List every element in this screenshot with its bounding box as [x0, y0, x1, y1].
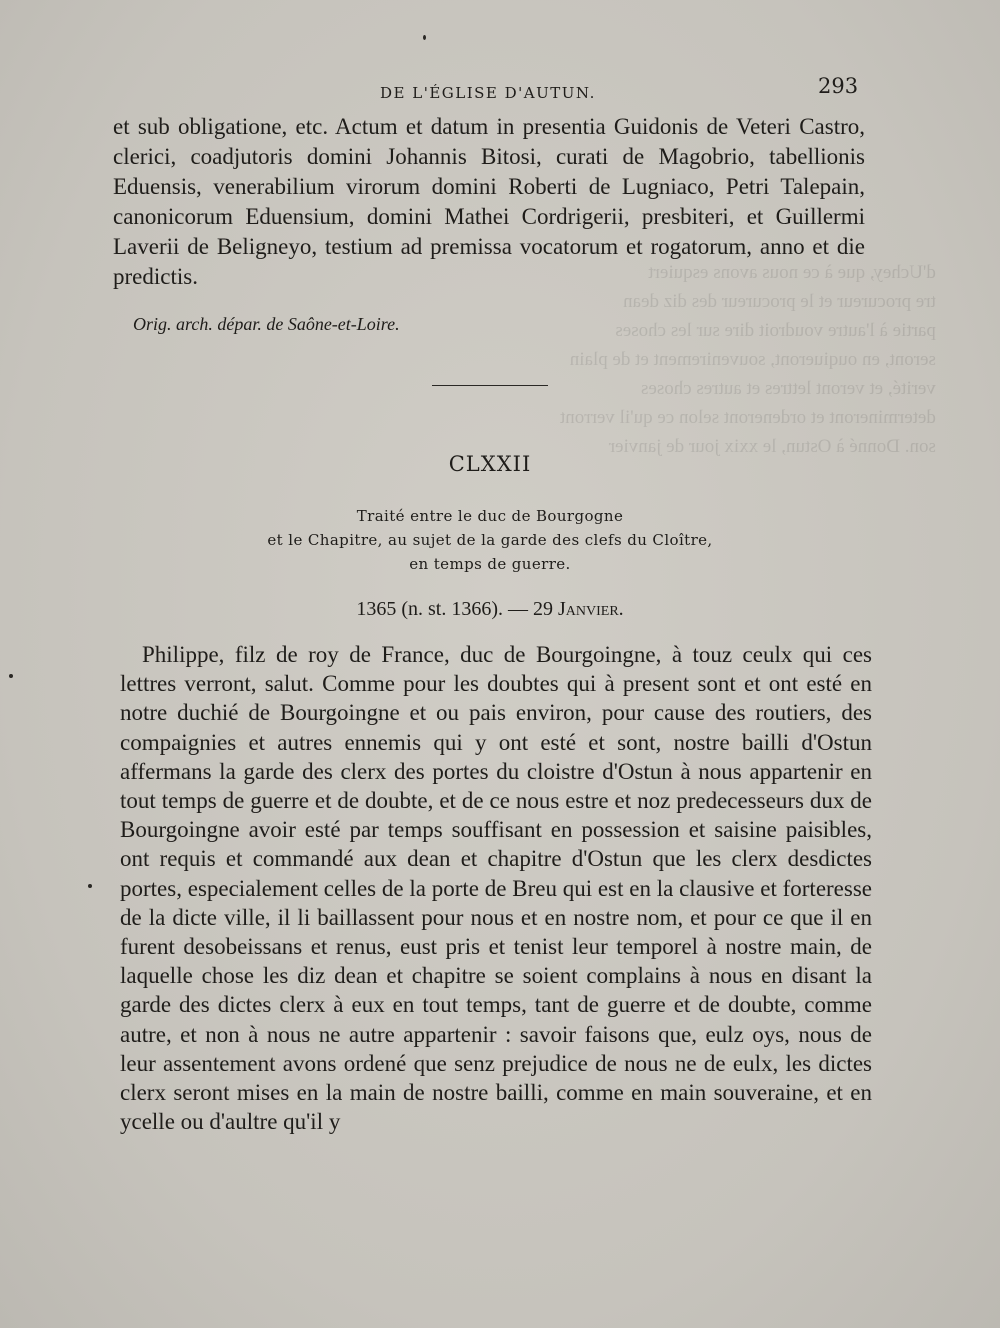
date-year: 1365 (n. st. 1366). — 29	[356, 598, 553, 620]
source-citation: Orig. arch. dépar. de Saône-et-Loire.	[133, 314, 400, 334]
section-divider	[432, 385, 548, 386]
title-line: et le Chapitre, au sujet de la garde des clefs du Cloître,	[267, 531, 713, 549]
ink-speck	[88, 884, 92, 888]
title-line: en temps de guerre.	[409, 555, 571, 573]
document-date	[0, 598, 980, 621]
document-body: Philippe, filz de roy de France, duc de Bourgoingne, à touz ceulx qui ces lettres verront, salut. Comme pour les doubtes qui à present sont et ont esté en notre duchié de Bourgoingne et ou pais environ, pour cause des routiers, des compaignies et autres ennemis qui y ont esté et sont, nostre bailli d'Ostun affermans la garde des clerx des portes du cloistre d'Ostun à nous appartenir en tout temps de guerre et de doubte, et de ce nous estre et noz predecesseurs dux de Bourgoingne avoir esté par temps souffisant en possession et saisine paisibles, ont requis et commandé aux dean et chapitre d'Ostun que les clerx desdictes portes, especialement celles de la porte de Breu qui est en la clausive et forteresse de la dicte ville, il li baillassent pour nous et en nostre nom, et pour ce que il en furent desobeissans et renus, eust pris et tenist leur temporel à nostre main, de laquelle chose les diz dean et chapitre se soient complains à nous en disant la garde des dictes clerx à eux en tout temps, tant de guerre et de doubte, comme autre, et non à nous ne autre appartenir : savoir faisons que, eulz oys, nous de leur assentement avons ordené que senz prejudice de nous ne de eulx, les dictes clerx seront mises en la main de nostre bailli, comme en main souveraine, et en ycelle ou d'aultre qu'il y	[120, 642, 872, 1135]
running-head: DE L'ÉGLISE D'AUTUN.	[380, 84, 596, 102]
continuation-paragraph: et sub obligatione, etc. Actum et datum in presentia Guidonis de Veteri Castro, clerici, coadjutoris domini Johannis Bitosi, curati de Magobrio, tabellionis Eduensis, venerabilium virorum domini Roberti de Lugniaco, Petri Talepain, canonicorum Eduensium, domini Mathei Cordrigerii, presbiteri, et Guillermi Laverii de Beligneyo, testium ad premissa vocatorum et rogatorum, anno et die predictis.	[113, 114, 865, 289]
document-number: CLXXII	[448, 452, 532, 476]
ink-speck	[423, 35, 426, 40]
title-line: Traité entre le duc de Bourgogne	[356, 507, 624, 525]
ink-speck	[9, 674, 13, 678]
date-month: Janvier.	[558, 598, 624, 620]
show-through: d'Uchey, que à ce nous avons esquiert tre procureur et le procureur des diz dean partie à l'autre voudroit dire sur les choses seront, en ouqiueront, souvenirement et de plain verité, et veront lettres et autres choses determineront et ordeneront selon ce qu'il verront son. Donné à Ostun, le xxix jour de janvier	[560, 262, 936, 457]
page-number: 293	[818, 74, 859, 98]
document-title	[0, 504, 980, 576]
